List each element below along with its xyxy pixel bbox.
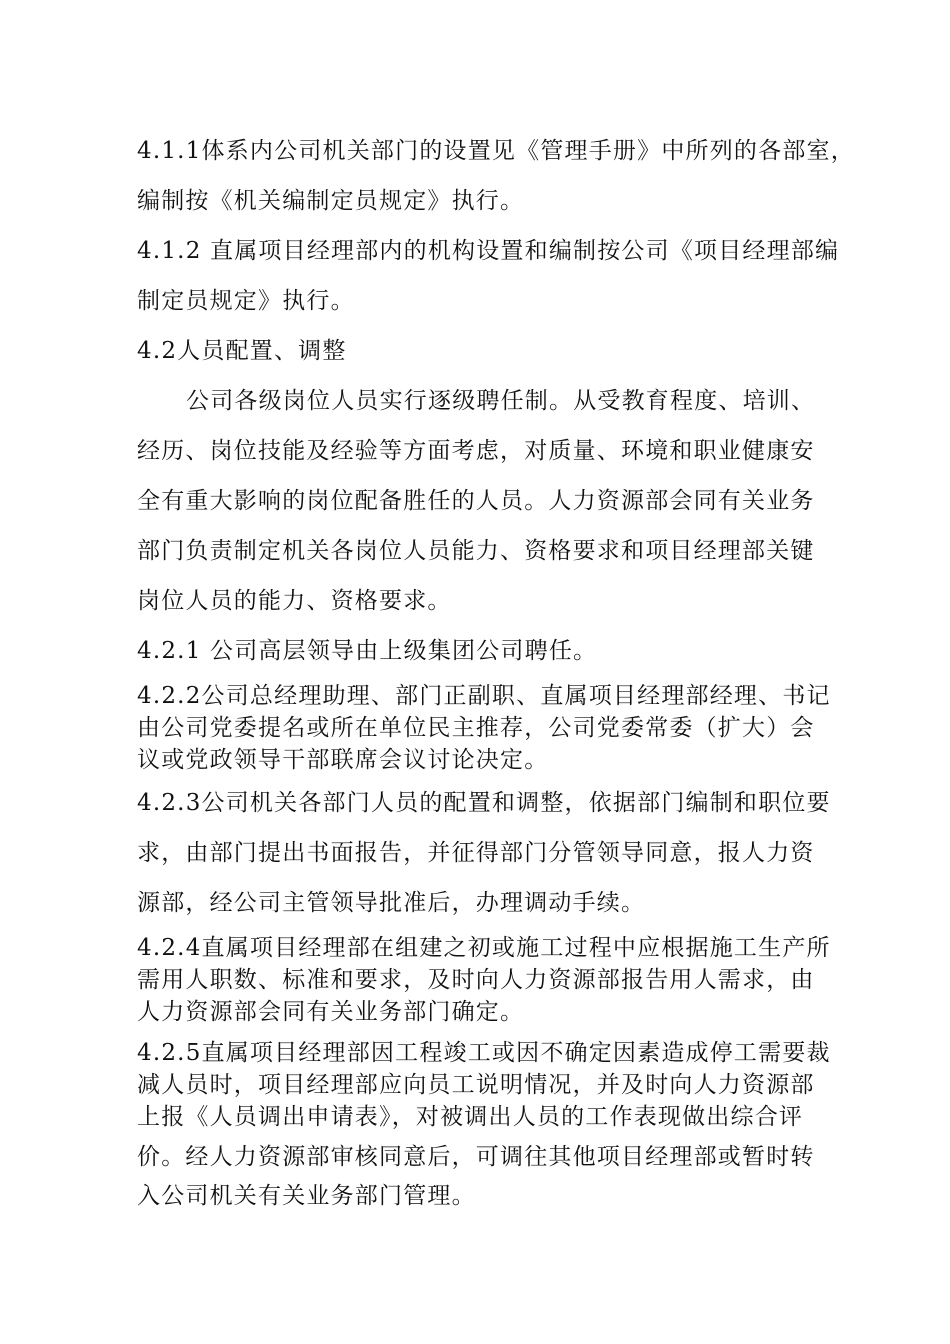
text-line: 4.2.5直属项目经理部因工程竣工或因不确定因素造成停工需要裁 (137, 1040, 831, 1066)
text-line: 价。经人力资源部审核同意后，可调往其他项目经理部或暂时转 (137, 1144, 815, 1170)
text-line: 公司各级岗位人员实行逐级聘任制。从受教育程度、培训、 (186, 388, 816, 414)
text-line: 由公司党委提名或所在单位民主推荐，公司党委常委（扩大）会 (137, 715, 815, 741)
text-line: 经历、岗位技能及经验等方面考虑，对质量、环境和职业健康安 (137, 438, 815, 464)
text-line: 上报《人员调出申请表》，对被调出人员的工作表现做出综合评 (137, 1104, 804, 1130)
text-line: 减人员时，项目经理部应向员工说明情况，并及时向人力资源部 (137, 1072, 815, 1098)
text-line: 源部，经公司主管领导批准后，办理调动手续。 (137, 890, 646, 916)
text-line: 求，由部门提出书面报告，并征得部门分管领导同意，报人力资 (137, 840, 815, 866)
text-line: 人力资源部会同有关业务部门确定。 (137, 999, 525, 1025)
text-line: 议或党政领导干部联席会议讨论决定。 (137, 747, 549, 773)
text-line: 编制按《机关编制定员规定》执行。 (137, 188, 525, 214)
text-line: 4.2.2公司总经理助理、部门正副职、直属项目经理部经理、书记 (137, 683, 831, 709)
text-line: 4.2.3公司机关各部门人员的配置和调整，依据部门编制和职位要 (137, 790, 831, 816)
text-line: 制定员规定》执行。 (137, 288, 355, 314)
text-line: 全有重大影响的岗位配备胜任的人员。人力资源部会同有关业务 (137, 488, 815, 514)
text-line: 4.2.4直属项目经理部在组建之初或施工过程中应根据施工生产所 (137, 935, 831, 961)
section-heading: 4.2人员配置、调整 (137, 338, 347, 364)
text-line: 需用人职数、标准和要求，及时向人力资源部报告用人需求，由 (137, 967, 815, 993)
text-line: 4.1.1体系内公司机关部门的设置见《管理手册》中所列的各部室， (137, 138, 855, 164)
text-line: 4.2.1 公司高层领导由上级集团公司聘任。 (137, 638, 598, 664)
text-line: 部门负责制定机关各岗位人员能力、资格要求和项目经理部关键 (137, 538, 815, 564)
text-line: 4.1.2 直属项目经理部内的机构设置和编制按公司《项目经理部编 (137, 238, 840, 264)
text-line: 入公司机关有关业务部门管理。 (137, 1183, 476, 1209)
text-line: 岗位人员的能力、资格要求。 (137, 588, 452, 614)
